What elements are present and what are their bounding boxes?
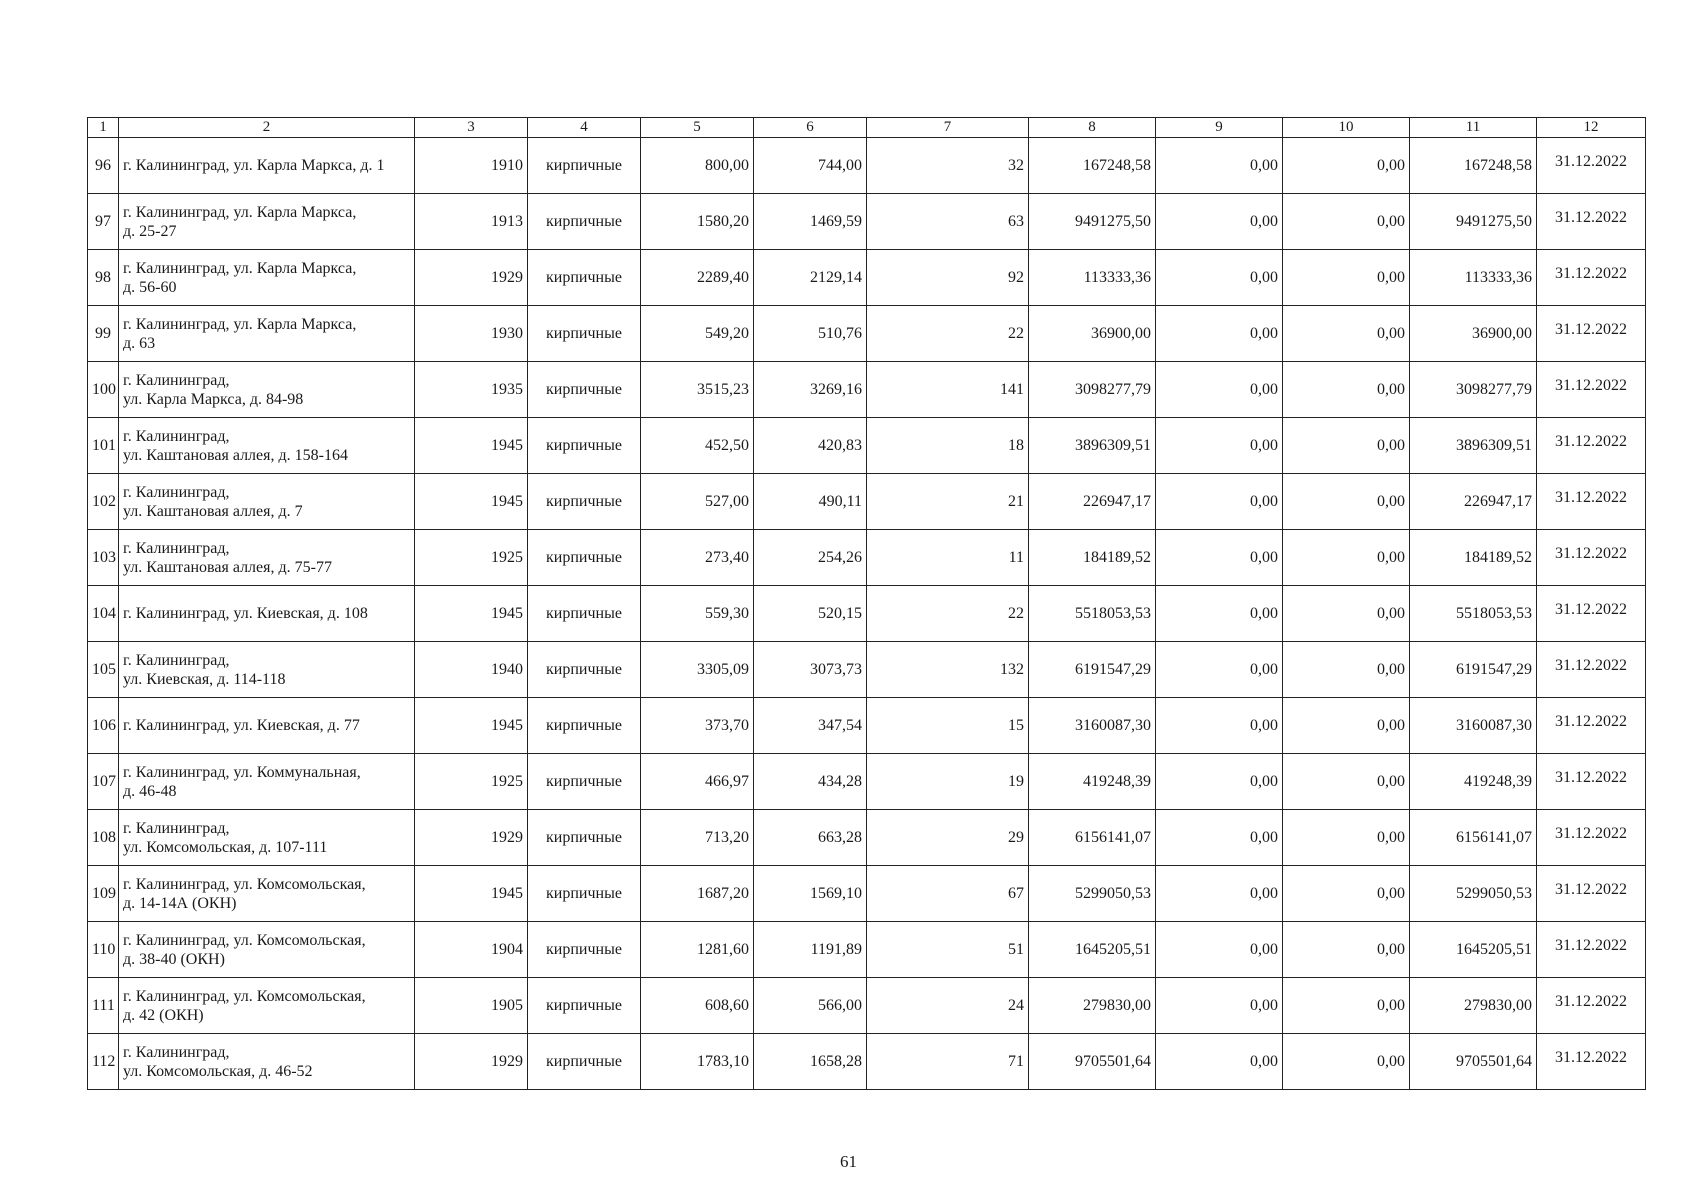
amount-cell: 184189,52: [1410, 530, 1537, 586]
amount-cell: 0,00: [1156, 754, 1283, 810]
address-line: г. Калининград,: [123, 427, 230, 445]
residents-count-cell: 11: [867, 530, 1029, 586]
address-cell: [119, 138, 415, 194]
amount-cell: 0,00: [1156, 474, 1283, 530]
row-number-cell: 106: [88, 698, 119, 754]
amount-cell: 184189,52: [1029, 530, 1156, 586]
deadline-date-cell: 31.12.2022: [1537, 250, 1646, 306]
residents-count-cell: 22: [867, 586, 1029, 642]
table-row: [88, 138, 1646, 194]
address-line: д. 42 (ОКН): [123, 1006, 204, 1024]
address-line: г. Калининград,: [123, 483, 230, 501]
row-number-cell: 104: [88, 586, 119, 642]
year-built-cell: 1910: [415, 138, 528, 194]
wall-material-cell: кирпичные: [528, 194, 641, 250]
deadline-date-cell: 31.12.2022: [1537, 194, 1646, 250]
amount-cell: 0,00: [1283, 418, 1410, 474]
amount-cell: 0,00: [1156, 250, 1283, 306]
address-line: г. Калининград, ул. Киевская, д. 77: [123, 717, 360, 734]
amount-cell: 0,00: [1283, 530, 1410, 586]
housing-register-table: [87, 117, 1646, 1090]
wall-material-cell: кирпичные: [528, 1034, 641, 1090]
residents-count-cell: 18: [867, 418, 1029, 474]
year-built-cell: 1945: [415, 698, 528, 754]
total-area-cell: 452,50: [641, 418, 754, 474]
residents-count-cell: 24: [867, 978, 1029, 1034]
amount-cell: 0,00: [1156, 810, 1283, 866]
address-line: г. Калининград, ул. Киевская, д. 108: [123, 605, 368, 622]
residents-count-cell: 51: [867, 922, 1029, 978]
year-built-cell: 1945: [415, 866, 528, 922]
living-area-cell: 744,00: [754, 138, 867, 194]
living-area-cell: 1569,10: [754, 866, 867, 922]
address-line: г. Калининград, ул. Коммунальная,: [123, 763, 361, 781]
amount-cell: 9705501,64: [1029, 1034, 1156, 1090]
amount-cell: 0,00: [1156, 1034, 1283, 1090]
living-area-cell: 420,83: [754, 418, 867, 474]
wall-material-cell: кирпичные: [528, 418, 641, 474]
residents-count-cell: 63: [867, 194, 1029, 250]
amount-cell: 0,00: [1283, 194, 1410, 250]
deadline-date-cell: 31.12.2022: [1537, 922, 1646, 978]
address-cell: [119, 306, 415, 362]
amount-cell: 0,00: [1156, 586, 1283, 642]
table-row: [88, 866, 1646, 922]
amount-cell: 0,00: [1156, 642, 1283, 698]
address-line: г. Калининград,: [123, 651, 230, 669]
address-cell: [119, 194, 415, 250]
year-built-cell: 1945: [415, 586, 528, 642]
row-number-cell: 103: [88, 530, 119, 586]
row-number-cell: 96: [88, 138, 119, 194]
amount-cell: 419248,39: [1029, 754, 1156, 810]
address-line: г. Калининград,: [123, 819, 230, 837]
row-number-cell: 109: [88, 866, 119, 922]
column-header: 2: [119, 118, 415, 138]
address-line: д. 14-14А (ОКН): [123, 894, 237, 912]
amount-cell: 0,00: [1156, 362, 1283, 418]
amount-cell: 167248,58: [1029, 138, 1156, 194]
address-line: ул. Комсомольская, д. 46-52: [123, 1062, 313, 1080]
living-area-cell: 1469,59: [754, 194, 867, 250]
table-row: [88, 1034, 1646, 1090]
address-line: ул. Каштановая аллея, д. 7: [123, 502, 303, 520]
column-header: 7: [867, 118, 1029, 138]
column-header: 12: [1537, 118, 1646, 138]
wall-material-cell: кирпичные: [528, 698, 641, 754]
residents-count-cell: 22: [867, 306, 1029, 362]
living-area-cell: 1191,89: [754, 922, 867, 978]
amount-cell: 0,00: [1156, 418, 1283, 474]
year-built-cell: 1945: [415, 418, 528, 474]
page-number: 61: [840, 1152, 857, 1171]
residents-count-cell: 141: [867, 362, 1029, 418]
amount-cell: 0,00: [1283, 586, 1410, 642]
total-area-cell: 800,00: [641, 138, 754, 194]
amount-cell: 226947,17: [1410, 474, 1537, 530]
address-line: г. Калининград, ул. Карла Маркса,: [123, 315, 357, 333]
amount-cell: 3896309,51: [1410, 418, 1537, 474]
amount-cell: 6156141,07: [1410, 810, 1537, 866]
amount-cell: 226947,17: [1029, 474, 1156, 530]
address-line: д. 63: [123, 334, 156, 352]
amount-cell: 167248,58: [1410, 138, 1537, 194]
living-area-cell: 520,15: [754, 586, 867, 642]
amount-cell: 1645205,51: [1029, 922, 1156, 978]
column-header: 8: [1029, 118, 1156, 138]
table-row: [88, 642, 1646, 698]
total-area-cell: 2289,40: [641, 250, 754, 306]
year-built-cell: 1925: [415, 530, 528, 586]
amount-cell: 0,00: [1156, 194, 1283, 250]
address-cell: [119, 530, 415, 586]
table-row: [88, 810, 1646, 866]
living-area-cell: 510,76: [754, 306, 867, 362]
amount-cell: 0,00: [1283, 922, 1410, 978]
deadline-date-cell: 31.12.2022: [1537, 306, 1646, 362]
address-cell: [119, 586, 415, 642]
living-area-cell: 663,28: [754, 810, 867, 866]
wall-material-cell: кирпичные: [528, 922, 641, 978]
amount-cell: 0,00: [1283, 474, 1410, 530]
year-built-cell: 1905: [415, 978, 528, 1034]
column-header: 4: [528, 118, 641, 138]
amount-cell: 6156141,07: [1029, 810, 1156, 866]
table-row: [88, 586, 1646, 642]
address-line: г. Калининград, ул. Карла Маркса, д. 1: [123, 157, 385, 174]
total-area-cell: 559,30: [641, 586, 754, 642]
year-built-cell: 1929: [415, 250, 528, 306]
living-area-cell: 254,26: [754, 530, 867, 586]
address-line: д. 46-48: [123, 782, 177, 800]
deadline-date-cell: 31.12.2022: [1537, 698, 1646, 754]
amount-cell: 3160087,30: [1029, 698, 1156, 754]
table-row: [88, 194, 1646, 250]
amount-cell: 5518053,53: [1029, 586, 1156, 642]
amount-cell: 0,00: [1156, 978, 1283, 1034]
amount-cell: 6191547,29: [1029, 642, 1156, 698]
address-line: д. 56-60: [123, 278, 177, 296]
table-row: [88, 474, 1646, 530]
amount-cell: 5299050,53: [1410, 866, 1537, 922]
address-cell: [119, 362, 415, 418]
residents-count-cell: 92: [867, 250, 1029, 306]
column-header: 10: [1283, 118, 1410, 138]
deadline-date-cell: 31.12.2022: [1537, 474, 1646, 530]
row-number-cell: 98: [88, 250, 119, 306]
table-row: [88, 362, 1646, 418]
table-row: [88, 754, 1646, 810]
address-line: д. 38-40 (ОКН): [123, 950, 225, 968]
amount-cell: 9491275,50: [1410, 194, 1537, 250]
amount-cell: 3896309,51: [1029, 418, 1156, 474]
residents-count-cell: 71: [867, 1034, 1029, 1090]
wall-material-cell: кирпичные: [528, 978, 641, 1034]
address-line: г. Калининград,: [123, 1043, 230, 1061]
year-built-cell: 1925: [415, 754, 528, 810]
register-table-body: [88, 138, 1646, 1090]
wall-material-cell: кирпичные: [528, 642, 641, 698]
living-area-cell: 3073,73: [754, 642, 867, 698]
address-cell: [119, 922, 415, 978]
deadline-date-cell: 31.12.2022: [1537, 642, 1646, 698]
year-built-cell: 1929: [415, 810, 528, 866]
amount-cell: 9491275,50: [1029, 194, 1156, 250]
amount-cell: 0,00: [1156, 306, 1283, 362]
row-number-cell: 112: [88, 1034, 119, 1090]
total-area-cell: 549,20: [641, 306, 754, 362]
address-line: ул. Карла Маркса, д. 84-98: [123, 390, 304, 408]
deadline-date-cell: 31.12.2022: [1537, 866, 1646, 922]
row-number-cell: 110: [88, 922, 119, 978]
deadline-date-cell: 31.12.2022: [1537, 978, 1646, 1034]
amount-cell: 0,00: [1283, 642, 1410, 698]
total-area-cell: 527,00: [641, 474, 754, 530]
amount-cell: 113333,36: [1029, 250, 1156, 306]
wall-material-cell: кирпичные: [528, 362, 641, 418]
address-cell: [119, 978, 415, 1034]
table-row: [88, 250, 1646, 306]
column-header: 11: [1410, 118, 1537, 138]
living-area-cell: 1658,28: [754, 1034, 867, 1090]
amount-cell: 0,00: [1283, 306, 1410, 362]
total-area-cell: 373,70: [641, 698, 754, 754]
address-line: г. Калининград,: [123, 539, 230, 557]
address-line: г. Калининград, ул. Карла Маркса,: [123, 259, 357, 277]
row-number-cell: 111: [88, 978, 119, 1034]
deadline-date-cell: 31.12.2022: [1537, 1034, 1646, 1090]
amount-cell: 0,00: [1156, 922, 1283, 978]
wall-material-cell: кирпичные: [528, 250, 641, 306]
residents-count-cell: 67: [867, 866, 1029, 922]
amount-cell: 0,00: [1283, 362, 1410, 418]
address-cell: [119, 810, 415, 866]
year-built-cell: 1945: [415, 474, 528, 530]
row-number-cell: 107: [88, 754, 119, 810]
total-area-cell: 3515,23: [641, 362, 754, 418]
amount-cell: 0,00: [1283, 810, 1410, 866]
address-cell: [119, 418, 415, 474]
residents-count-cell: 15: [867, 698, 1029, 754]
address-line: г. Калининград, ул. Комсомольская,: [123, 987, 366, 1005]
deadline-date-cell: 31.12.2022: [1537, 362, 1646, 418]
amount-cell: 9705501,64: [1410, 1034, 1537, 1090]
amount-cell: 3160087,30: [1410, 698, 1537, 754]
address-line: г. Калининград,: [123, 371, 230, 389]
address-cell: [119, 698, 415, 754]
wall-material-cell: кирпичные: [528, 810, 641, 866]
wall-material-cell: кирпичные: [528, 866, 641, 922]
address-line: г. Калининград, ул. Комсомольская,: [123, 875, 366, 893]
total-area-cell: 1281,60: [641, 922, 754, 978]
deadline-date-cell: 31.12.2022: [1537, 138, 1646, 194]
year-built-cell: 1940: [415, 642, 528, 698]
wall-material-cell: кирпичные: [528, 306, 641, 362]
amount-cell: 3098277,79: [1410, 362, 1537, 418]
year-built-cell: 1913: [415, 194, 528, 250]
living-area-cell: 434,28: [754, 754, 867, 810]
amount-cell: 36900,00: [1029, 306, 1156, 362]
column-header: 9: [1156, 118, 1283, 138]
address-cell: [119, 866, 415, 922]
amount-cell: 0,00: [1283, 698, 1410, 754]
deadline-date-cell: 31.12.2022: [1537, 530, 1646, 586]
amount-cell: 5299050,53: [1029, 866, 1156, 922]
amount-cell: 0,00: [1283, 866, 1410, 922]
year-built-cell: 1904: [415, 922, 528, 978]
amount-cell: 279830,00: [1410, 978, 1537, 1034]
amount-cell: 0,00: [1156, 138, 1283, 194]
wall-material-cell: кирпичные: [528, 754, 641, 810]
residents-count-cell: 29: [867, 810, 1029, 866]
deadline-date-cell: 31.12.2022: [1537, 810, 1646, 866]
living-area-cell: 347,54: [754, 698, 867, 754]
amount-cell: 0,00: [1283, 1034, 1410, 1090]
address-cell: [119, 1034, 415, 1090]
row-number-cell: 102: [88, 474, 119, 530]
total-area-cell: 608,60: [641, 978, 754, 1034]
wall-material-cell: кирпичные: [528, 530, 641, 586]
amount-cell: 3098277,79: [1029, 362, 1156, 418]
total-area-cell: 1580,20: [641, 194, 754, 250]
amount-cell: 0,00: [1156, 530, 1283, 586]
total-area-cell: 1687,20: [641, 866, 754, 922]
year-built-cell: 1935: [415, 362, 528, 418]
address-line: д. 25-27: [123, 222, 177, 240]
deadline-date-cell: 31.12.2022: [1537, 586, 1646, 642]
table-row: [88, 530, 1646, 586]
amount-cell: 0,00: [1156, 698, 1283, 754]
address-line: г. Калининград, ул. Карла Маркса,: [123, 203, 357, 221]
living-area-cell: 490,11: [754, 474, 867, 530]
table-row: [88, 978, 1646, 1034]
column-header: 3: [415, 118, 528, 138]
deadline-date-cell: 31.12.2022: [1537, 754, 1646, 810]
year-built-cell: 1929: [415, 1034, 528, 1090]
table-row: [88, 306, 1646, 362]
wall-material-cell: кирпичные: [528, 474, 641, 530]
row-number-cell: 99: [88, 306, 119, 362]
total-area-cell: 1783,10: [641, 1034, 754, 1090]
amount-cell: 0,00: [1283, 250, 1410, 306]
wall-material-cell: кирпичные: [528, 138, 641, 194]
address-line: ул. Комсомольская, д. 107-111: [123, 838, 328, 856]
residents-count-cell: 21: [867, 474, 1029, 530]
amount-cell: 113333,36: [1410, 250, 1537, 306]
deadline-date-cell: 31.12.2022: [1537, 418, 1646, 474]
amount-cell: 1645205,51: [1410, 922, 1537, 978]
amount-cell: 36900,00: [1410, 306, 1537, 362]
column-header: 5: [641, 118, 754, 138]
living-area-cell: 3269,16: [754, 362, 867, 418]
residents-count-cell: 132: [867, 642, 1029, 698]
address-line: ул. Киевская, д. 114-118: [123, 670, 286, 688]
total-area-cell: 273,40: [641, 530, 754, 586]
table-row: [88, 698, 1646, 754]
living-area-cell: 2129,14: [754, 250, 867, 306]
row-number-cell: 100: [88, 362, 119, 418]
address-cell: [119, 754, 415, 810]
residents-count-cell: 32: [867, 138, 1029, 194]
address-cell: [119, 642, 415, 698]
row-number-cell: 97: [88, 194, 119, 250]
amount-cell: 0,00: [1283, 138, 1410, 194]
amount-cell: 6191547,29: [1410, 642, 1537, 698]
column-header: 6: [754, 118, 867, 138]
row-number-cell: 108: [88, 810, 119, 866]
amount-cell: 0,00: [1283, 978, 1410, 1034]
row-number-cell: 101: [88, 418, 119, 474]
year-built-cell: 1930: [415, 306, 528, 362]
amount-cell: 0,00: [1156, 866, 1283, 922]
row-number-cell: 105: [88, 642, 119, 698]
column-number-header-row: [88, 118, 1646, 138]
total-area-cell: 466,97: [641, 754, 754, 810]
address-cell: [119, 474, 415, 530]
living-area-cell: 566,00: [754, 978, 867, 1034]
address-line: г. Калининград, ул. Комсомольская,: [123, 931, 366, 949]
column-header: 1: [88, 118, 119, 138]
total-area-cell: 3305,09: [641, 642, 754, 698]
address-cell: [119, 250, 415, 306]
amount-cell: 0,00: [1283, 754, 1410, 810]
residents-count-cell: 19: [867, 754, 1029, 810]
address-line: ул. Каштановая аллея, д. 158-164: [123, 446, 348, 464]
amount-cell: 279830,00: [1029, 978, 1156, 1034]
table-row: [88, 922, 1646, 978]
address-line: ул. Каштановая аллея, д. 75-77: [123, 558, 332, 576]
wall-material-cell: кирпичные: [528, 586, 641, 642]
total-area-cell: 713,20: [641, 810, 754, 866]
amount-cell: 419248,39: [1410, 754, 1537, 810]
table-row: [88, 418, 1646, 474]
amount-cell: 5518053,53: [1410, 586, 1537, 642]
